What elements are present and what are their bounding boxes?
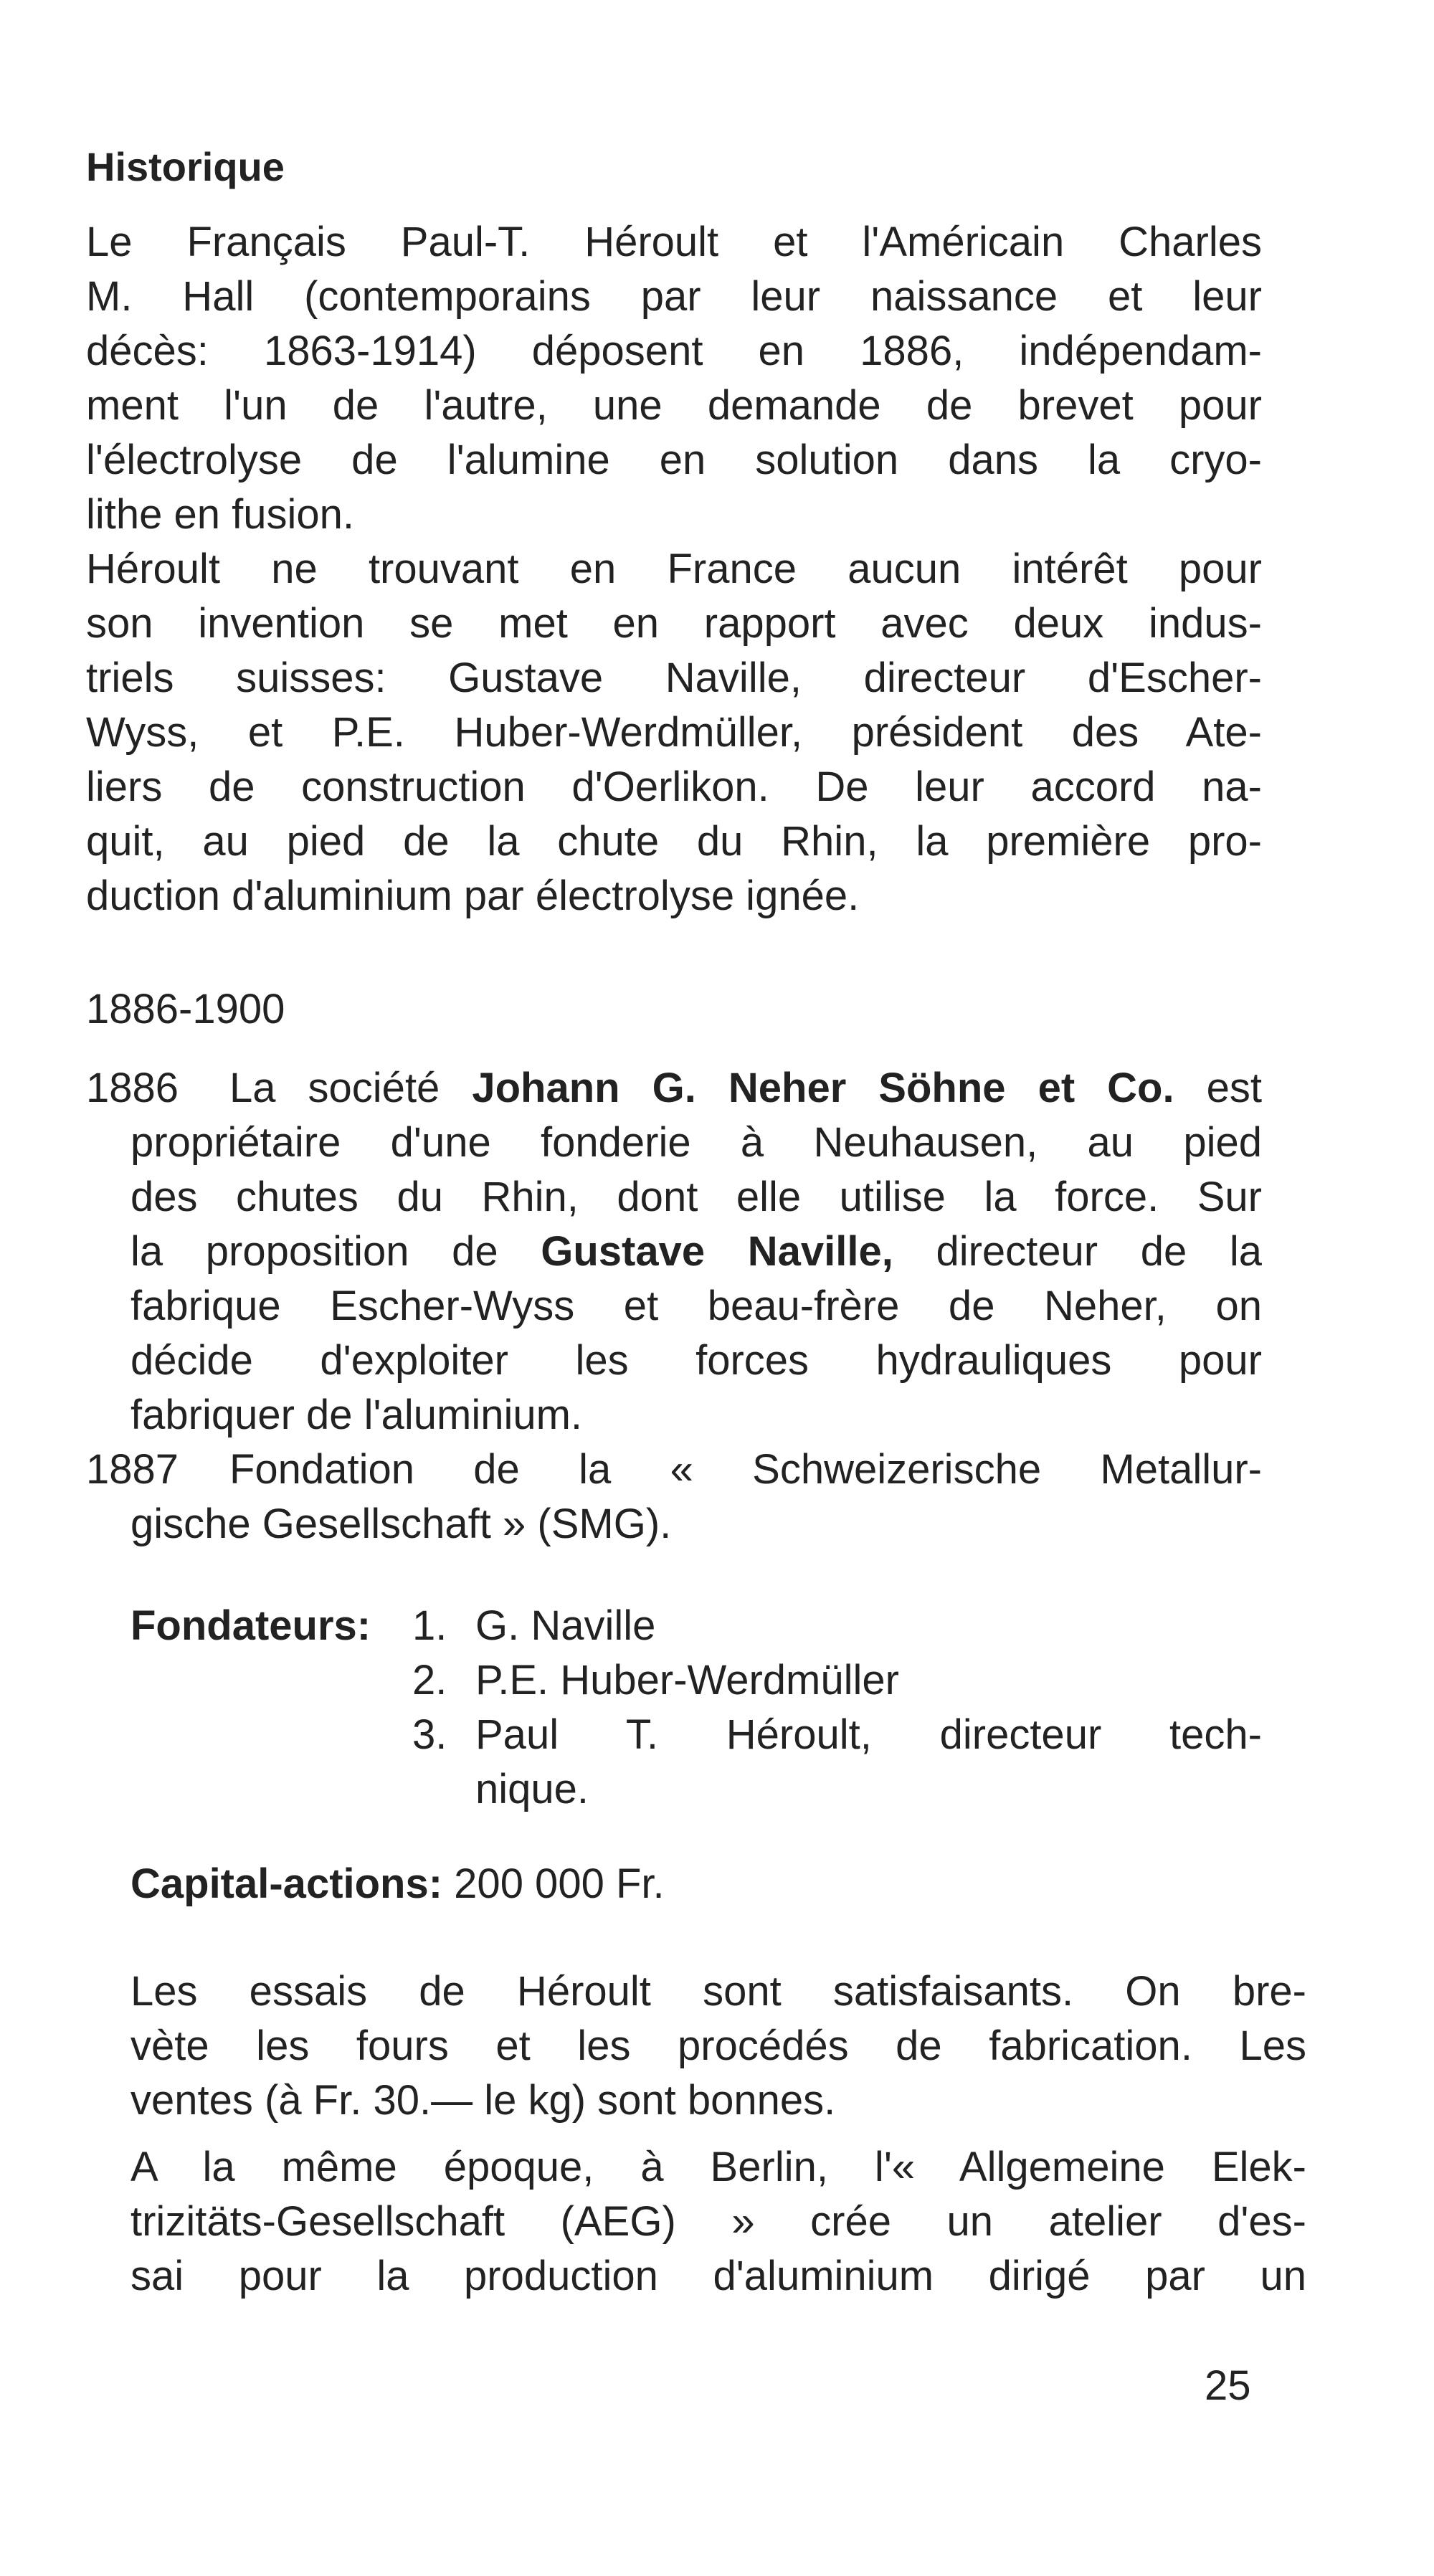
founder-item: 3. Paul T. Héroult, directeur tech- — [412, 1711, 1262, 1758]
text-line: propriétaire d'une fonderie à Neuhausen, au pied — [130, 1119, 1262, 1166]
entry-text: est — [1174, 1065, 1263, 1111]
text-line: Les essais de Héroult sont satisfaisants. On bre- — [130, 1968, 1306, 2015]
text-line: fabrique Escher-Wyss et beau-frère de Neher, on — [130, 1283, 1262, 1329]
section-heading: Historique — [86, 144, 285, 189]
period-heading: 1886-1900 — [86, 986, 285, 1032]
text-line: Wyss, et P.E. Huber-Werdmüller, président des Ate- — [86, 709, 1262, 756]
person-name: Gustave Naville, — [541, 1228, 893, 1275]
text-line: M. Hall (contemporains par leur naissance et leur — [86, 273, 1262, 320]
capital-value: 200 000 Fr. — [442, 1860, 665, 1907]
entry-text: directeur de la — [893, 1228, 1262, 1275]
founders-list — [86, 1599, 1262, 1828]
text-line: l'électrolyse de l'alumine en solution dans la cryo- — [86, 437, 1262, 483]
text-line: sai pour la production d'aluminium dirigé par un — [130, 2253, 1306, 2299]
company-name: Johann G. Neher Söhne et Co. — [472, 1065, 1174, 1111]
text-line: Héroult ne trouvant en France aucun intérêt pour — [86, 546, 1262, 592]
capital-line — [86, 1857, 1306, 1911]
text-line: des chutes du Rhin, dont elle utilise la force. Sur — [130, 1174, 1262, 1220]
capital-label: Capital-actions: — [130, 1860, 443, 1907]
founder-item-continuation: nique. — [475, 1766, 589, 1812]
text-line: trizitäts-Gesellschaft (AEG) » crée un atelier d'es- — [130, 2198, 1306, 2245]
text-line: liers de construction d'Oerlikon. De leur accord na- — [86, 764, 1262, 810]
text-line: Le Français Paul-T. Héroult et l'Américain Charles — [86, 219, 1262, 265]
text-line: décès: 1863-1914) déposent en 1886, indépendam- — [86, 328, 1262, 374]
entry-year: 1887 — [86, 1446, 179, 1493]
text-line: duction d'aluminium par électrolyse ignée. — [86, 873, 860, 919]
text-line: lithe en fusion. — [86, 491, 355, 538]
entry-year: 1886 — [86, 1065, 179, 1111]
text-line: son invention se met en rapport avec deux indus- — [86, 600, 1262, 647]
text-line: quit, au pied de la chute du Rhin, la première pro- — [86, 818, 1262, 865]
entry-text: la proposition de — [130, 1228, 541, 1275]
founder-item: 2. P.E. Huber-Werdmüller — [412, 1657, 899, 1703]
entry-1887 — [86, 1443, 1262, 1551]
entry-text: Fondation de la « Schweizerische Metallur- — [229, 1446, 1262, 1493]
entry-1886 — [86, 1061, 1262, 1443]
tests-paragraph — [86, 1964, 1306, 2128]
founders-label: Fondateurs: — [130, 1602, 371, 1649]
text-line: décide d'exploiter les forces hydrauliques pour — [130, 1337, 1262, 1384]
page-number: 25 — [1205, 2362, 1251, 2409]
text-line: vète les fours et les procédés de fabrication. Les — [130, 2023, 1306, 2069]
intro-paragraphs — [86, 215, 1262, 923]
berlin-paragraph — [86, 2140, 1306, 2304]
text-line: triels suisses: Gustave Naville, directeur d'Escher- — [86, 655, 1262, 701]
text-line: fabriquer de l'aluminium. — [130, 1392, 583, 1438]
text-line: A la même époque, à Berlin, l'« Allgemeine Elek- — [130, 2144, 1306, 2190]
entry-text: La société — [229, 1065, 473, 1111]
text-line: ventes (à Fr. 30.— le kg) sont bonnes. — [130, 2077, 836, 2124]
text-line: ment l'un de l'autre, une demande de brevet pour — [86, 382, 1262, 429]
founder-item: 1. G. Naville — [412, 1602, 656, 1649]
text-line: gische Gesellschaft » (SMG). — [130, 1501, 672, 1547]
